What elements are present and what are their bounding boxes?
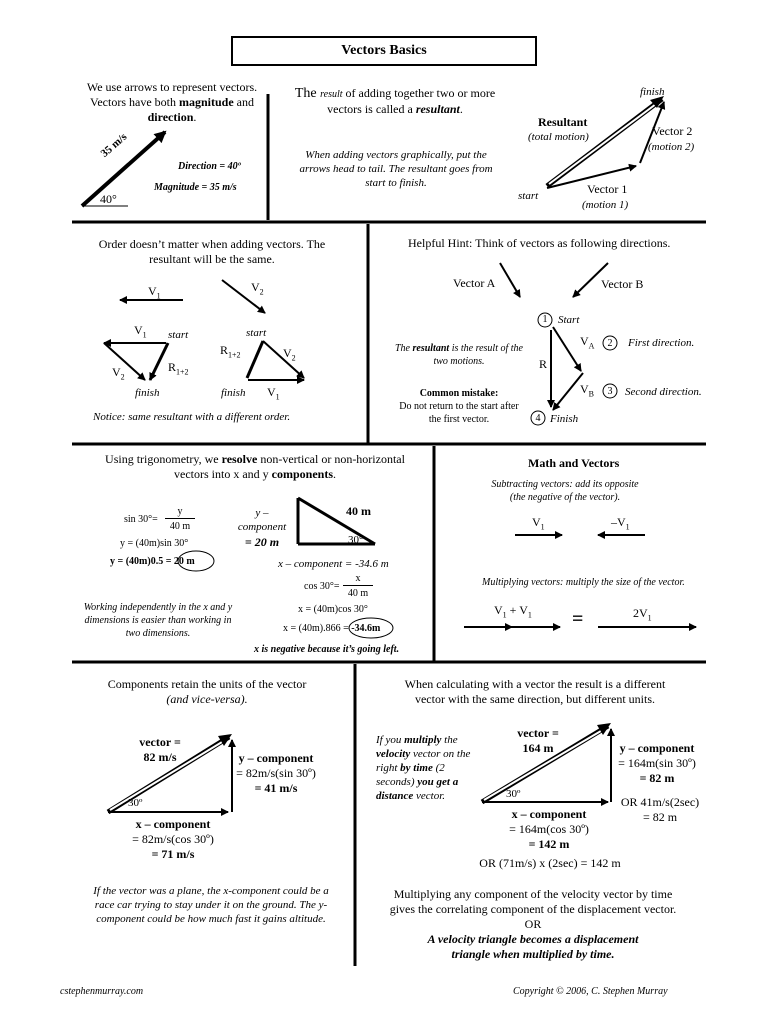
vb-sub: B [588, 389, 595, 399]
y-component-label: y – component [237, 507, 287, 533]
order-finish-left: finish [135, 387, 160, 399]
magnitude-eq: Magnitude = 35 m/s [154, 182, 237, 193]
calc-y-label: y – component [619, 741, 695, 755]
va-sub: A [588, 341, 595, 351]
arrow-label: 35 m/s [98, 130, 130, 160]
vector1-label: Vector 1 [587, 182, 628, 196]
components-text-pre: Using trigonometry, we [105, 452, 222, 466]
hyp-label: 40 m [346, 504, 371, 518]
y-val-line [110, 555, 195, 568]
math-sum [494, 603, 532, 622]
calc-or-y: OR 41m/s(2sec) [620, 795, 700, 809]
v-sub: 2 [291, 353, 296, 363]
motion2-label: (motion 2) [648, 141, 695, 153]
calc-angle: 30º [506, 788, 521, 800]
sin-eq: sin 30°= [124, 514, 158, 525]
calc-vector-val: 164 m [522, 741, 554, 755]
finish-label: finish [640, 86, 665, 98]
units-x-val: = 71 m/s [151, 847, 195, 861]
units-text-sub: (and vice-versa). [166, 692, 248, 706]
v-sub: 2 [120, 372, 125, 382]
r-sub: 1+2 [176, 367, 189, 377]
order-r12-left [168, 360, 189, 379]
order-v2-left [112, 365, 125, 384]
v-letter: V [532, 515, 541, 529]
resultant-text-mid: of adding together two or more vectors is called a [327, 86, 496, 116]
math-v1 [532, 515, 545, 534]
vector-a-label: Vector A [453, 276, 496, 290]
hint-finish: Finish [550, 413, 579, 425]
units-text-main: Components retain the units of the vector [107, 677, 307, 691]
v-letter: V [112, 365, 121, 379]
calc-text: When calculating with a vector the result is a different vector with the same direction, but different units. [404, 677, 666, 706]
left-4: (2 seconds) [376, 762, 445, 788]
resultant-word: resultant [415, 102, 460, 116]
r-letter: R [168, 360, 177, 374]
negative-note: x is negative because it’s going left. [254, 644, 400, 655]
vb-letter: V [580, 382, 589, 396]
resultant-note-pre: The [395, 343, 413, 354]
cos-den: 40 m [347, 588, 369, 599]
hint-r: R [539, 357, 548, 371]
intro-period: . [193, 110, 197, 124]
order-v1-right [267, 385, 280, 404]
v-letter: V [251, 280, 260, 294]
sin-num: y [165, 505, 195, 519]
y-val: 20 m [173, 556, 195, 567]
r-letter: R [220, 343, 229, 357]
left-1: If you [376, 734, 405, 746]
order-v2-top [251, 280, 264, 299]
order-start-right: start [246, 327, 267, 339]
subtracting-note: Subtracting vectors: add its opposite (the negative of the vector). [491, 479, 639, 503]
sum-v: V [494, 603, 503, 617]
left-bytime: by time [400, 762, 433, 774]
order-text: Order doesn’t matter when adding vectors. The resultant will be the same. [98, 237, 326, 266]
units-y-label: y – component [238, 751, 314, 765]
magnitude-word: magnitude [178, 95, 234, 109]
order-v1-top [148, 284, 161, 303]
components-period: . [333, 467, 336, 481]
calc-bottom-bold: A velocity triangle becomes a displacement triangle when multiplied by time. [427, 932, 639, 961]
units-angle: 30º [128, 797, 143, 809]
resultant-period: . [459, 102, 463, 116]
order-notice: Notice: same resultant with a different order. [93, 411, 291, 423]
v-letter: V [134, 323, 143, 337]
va-letter: V [580, 334, 589, 348]
neg-v-sub: 1 [625, 522, 630, 532]
order-v2-right [283, 346, 296, 365]
resultant-note-post: is the result of the two motions. [433, 343, 523, 367]
units-vector-val: 82 m/s [143, 750, 177, 764]
units-y-val: = 41 m/s [254, 781, 298, 795]
components-text [105, 452, 405, 482]
intro-text [82, 80, 262, 125]
x-component-text: x – component = -34.6 m [278, 558, 389, 570]
calc-x-val: = 142 m [528, 837, 570, 851]
v-sub: 1 [142, 330, 147, 340]
v-sub: 2 [259, 287, 264, 297]
y-component-val: = 20 m [244, 535, 280, 549]
left-3: vector on the right [376, 748, 471, 774]
x-val: -34.6m [351, 623, 381, 634]
footer-copyright: Copyright © 2006, C. Stephen Murray [513, 986, 668, 997]
calc-bottom-text: Multiplying any component of the velocity vector by time gives the correlating component of the displacement vector. [389, 887, 677, 916]
neg-v-letter: –V [611, 515, 626, 529]
second-direction: Second direction. [625, 386, 702, 398]
components-word: components [271, 467, 333, 481]
hint-vb [580, 382, 594, 401]
step-4: 4 [535, 413, 541, 424]
step-1: 1 [542, 314, 548, 325]
cos-eq: cos 30°= [304, 581, 340, 592]
start-label: start [518, 190, 539, 202]
step-2: 2 [607, 338, 613, 349]
result-word: result [320, 89, 343, 100]
footer-website: cstephenmurray.com [60, 986, 144, 997]
calc-x-eq: = 164m(cos 30º) [509, 822, 589, 836]
v-letter: V [148, 284, 157, 298]
sum-plus: + V [506, 603, 528, 617]
units-x-eq: = 82m/s(cos 30º) [132, 832, 214, 846]
vector2-label: Vector 2 [652, 124, 693, 138]
v-letter: V [283, 346, 292, 360]
plane-note: If the vector was a plane, the x-component could be a race car trying to stay under it on the ground. The y-component could be how much fast it gains altitude. [93, 885, 329, 925]
direction-word: direction [147, 110, 194, 124]
units-text [92, 677, 322, 707]
r-sub: 1+2 [228, 350, 241, 360]
x-eq: x = (40m)cos 30° [298, 604, 368, 615]
x-val-line [283, 622, 380, 635]
order-start-left: start [168, 329, 189, 341]
cos-num: x [343, 572, 373, 586]
v-letter: V [267, 385, 276, 399]
v-sub: 1 [540, 522, 545, 532]
sin-den: 40 m [169, 521, 191, 532]
multiplying-note: Multiplying vectors: multiply the size of the vector. [482, 577, 685, 588]
v-sub: 1 [275, 392, 280, 402]
left-multiply: multiply [404, 734, 442, 746]
x-val-pre: x = (40m).866 = [283, 623, 349, 634]
and-word: and [233, 95, 254, 109]
direction-eq: Direction = 40º [178, 161, 241, 172]
resultant-note-word: resultant [412, 343, 450, 354]
calc-or-x: OR (71m/s) x (2sec) = 142 m [479, 856, 621, 870]
left-velocity: velocity [376, 748, 411, 760]
angle-label: 40° [100, 192, 117, 206]
left-2: the [441, 734, 458, 746]
working-note: Working independently in the x and y dimensions is easier than working in two dimensions. [83, 602, 233, 639]
vector-b-label: Vector B [601, 277, 644, 291]
order-r12-right [220, 343, 241, 362]
math-title: Math and Vectors [528, 456, 620, 470]
y-val-pre: y = (40m)0.5 = [110, 556, 172, 567]
left-5: vector. [413, 790, 446, 802]
calc-left-note [376, 733, 474, 803]
the-word: The [294, 86, 321, 101]
calc-x-label: x – component [511, 807, 587, 821]
sum-sub1: 1 [502, 610, 507, 620]
hint-start: Start [558, 314, 580, 326]
resultant-note [392, 342, 526, 368]
order-finish-right: finish [221, 387, 246, 399]
order-v1-left [134, 323, 147, 342]
components-text-mid: non-vertical or non-horizontal vectors into x and y [174, 452, 405, 481]
intro-text-pre: We use arrows to represent vectors. Vectors have both [86, 80, 258, 109]
math-neg-v1 [611, 515, 630, 534]
result-sub: 1 [647, 613, 652, 623]
y-eq: y = (40m)sin 30° [120, 538, 189, 549]
units-y-eq: = 82m/s(sin 30º) [236, 766, 316, 780]
angle-30: 30° [348, 534, 364, 546]
math-result [633, 606, 652, 625]
head-to-tail-note: When adding vectors graphically, put the arrows head to tail. The resultant goes from start to finish. [299, 149, 493, 189]
first-direction: First direction. [628, 337, 695, 349]
x-component-label [278, 557, 389, 571]
calc-vector-label: vector = [517, 726, 559, 740]
units-x-label: x – component [135, 817, 211, 831]
v-sub: 1 [156, 291, 161, 301]
title-text: Vectors Basics [341, 43, 427, 58]
total-motion-label: (total motion) [528, 131, 589, 143]
calc-y-eq: = 164m(sin 30º) [618, 756, 696, 770]
motion1-label: (motion 1) [582, 199, 629, 211]
resultant-label: Resultant [538, 115, 588, 129]
calc-or-y-val: = 82 m [642, 810, 678, 824]
resultant-text [290, 86, 500, 117]
calc-y-val: = 82 m [639, 771, 675, 785]
resolve-word: resolve [221, 452, 258, 466]
step-3: 3 [607, 386, 613, 397]
hint-va [580, 334, 594, 353]
mistake-text: Do not return to the start after the first vector. [399, 401, 519, 425]
sum-sub2: 1 [527, 610, 532, 620]
hint-text: Helpful Hint: Think of vectors as following directions. [408, 236, 671, 250]
mistake-title: Common mistake: [419, 388, 499, 399]
units-vector-label: vector = [139, 735, 181, 749]
result-v: 2V [633, 606, 648, 620]
left-you: you get a distance [376, 776, 459, 802]
calc-or: OR [524, 917, 542, 931]
math-equals: = [572, 608, 584, 630]
